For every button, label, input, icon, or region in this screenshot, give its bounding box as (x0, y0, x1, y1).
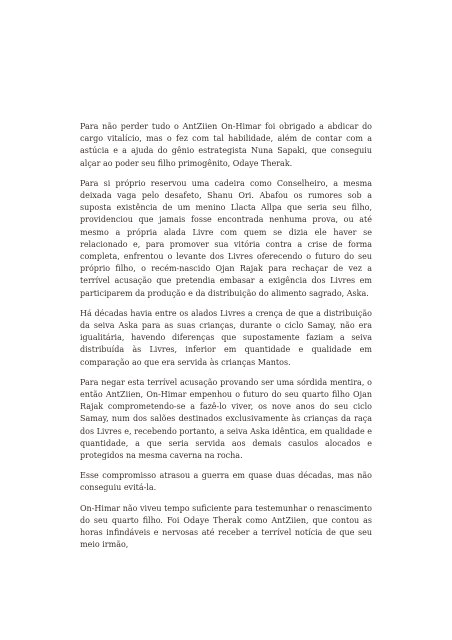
paragraph-2: Para si próprio reservou uma cadeira como Conselheiro, a mesma deixada vaga pelo desafeto, Shanu Ori. Abafou os rumores sob a suposta existência de um menino Llacta Allpa que seria seu filho, providenciou que jamais fosse encontrada nenhuma prova, ou até mesmo a própria alada Livre com quem se dizia ele haver se relacionado e, para promover sua vitória contra a crise de forma completa, enfrentou o levante dos Livres oferecendo o futuro do seu próprio filho, o recém-nascido Ojan Rajak para rechaçar de vez a terrível acusação que pretendia embasar a exigência dos Livres em participarem da produção e da distribuição do alimento sagrado, Aska. (80, 178, 372, 298)
paragraph-3: Há décadas havia entre os alados Livres a crença de que a distribuição da seiva Aska para as suas crianças, durante o ciclo Samay, não era igualitária, havendo diferenças que supostamente faziam a seiva distribuída às Livres, inferior em quantidade e qualidade em comparação ao que era servida às crianças Mantos. (80, 308, 372, 367)
paragraph-1: Para não perder tudo o AntZiien On-Himar foi obrigado a abdicar do cargo vitalício, mas o fez com tal habilidade, além de contar com a astúcia e a ajuda do gênio estrategista Nuna Sapaki, que conseguiu alçar ao poder seu filho primogênito, Odaye Therak. (80, 122, 372, 168)
paragraph-4: Para negar esta terrível acusação provando ser uma sórdida mentira, o então AntZiien, On-Himar empenhou o futuro do seu quarto filho Ojan Rajak comprometendo-se a fazê-lo viver, os nove anos do seu ciclo Samay, num dos salões destinados exclusivamente às crianças da raça dos Livres e, recebendo portanto, a seiva Aska idêntica, em qualidade e quantidade, a que seria servida aos demais casulos alocados e protegidos na mesma caverna na rocha. (80, 377, 372, 461)
paragraph-6: On-Himar não viveu tempo suficiente para testemunhar o renascimento do seu quarto filho. Foi Odaye Therak como AntZiien, que contou as horas infindáveis e nervosas até receber a terrível notícia de que seu meio irmão, (80, 503, 372, 550)
body-text (80, 121, 372, 560)
paragraph-5: Esse compromisso atrasou a guerra em quase duas décadas, mas não conseguiu evitá-la. (80, 471, 372, 493)
